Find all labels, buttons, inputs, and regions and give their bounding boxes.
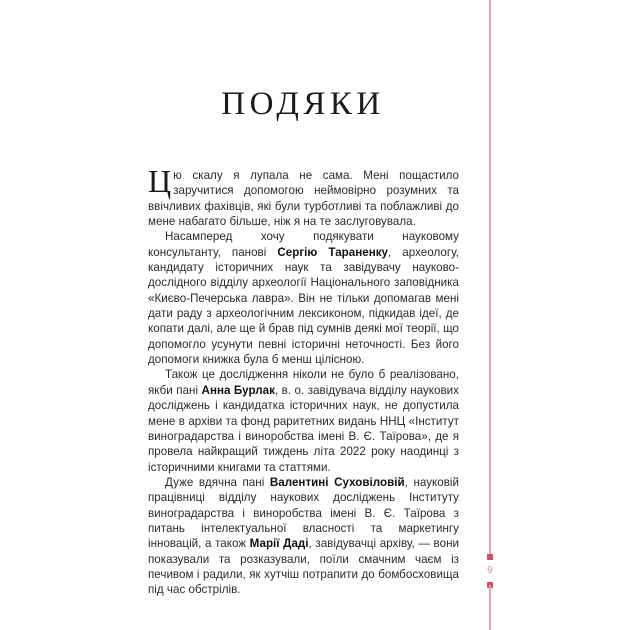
paragraph-1: Цю скалу я лупала не сама. Мені пощастило заручитися допомогою неймовірно розумних та ввічливих фахівців, які були турботливі та поблажливі до мене набагато більше, ніж я на те заслуговувала. <box>148 163 459 229</box>
paragraph-2: Насамперед хочу подякувати науковому консультанту, панові Сергію Тараненку, археологу, кандидату історичних наук та завідувачу науково-дослідного відділу археології Національного заповідника «Києво-Печерська лавра». Він не тільки допомагав мені дати раду з археологічним лексиконом, підкидав ідеї, де копати далі, але ще й брав під сумнів деякі мої теорії, що допомогло усунути певні історичні неточності. Без його допомоги книжка була б менш цілісною. <box>148 230 460 367</box>
body-text-column <box>148 163 460 598</box>
paragraph-3: Також це дослідження ніколи не було б реалізовано, якби пані Анна Бурлак, в. о. завідувача відділу наукових досліджень і кандидатка історичних наук, не допустила мене в архіви та фонд раритетних видань ННЦ «Інститут виноградарства і виноробства імені В. Є. Таїрова», де я провела найкращий тиждень літа 2022 року наодинці з історичними книгами та статтями. <box>148 368 459 474</box>
margin-rule-upper-cap <box>487 554 493 560</box>
margin-rule-upper-segment <box>489 0 491 558</box>
page-number: 9 <box>487 565 493 576</box>
paragraph-4: Дуже вдячна пані Валентині Суховіловій, науковій працівниці відділу наукових досліджень Інституту виноградарства і виноробства імені В. Є. Таїрова з питань інтелектуальної власності та маркетингу інновацій, а також Марії Даді, завідувачці архіву, — вони показували та розказували, поїли смачним чаєм із печивом і радили, як хутчіш потрапити до бомбосховища під час обстрілів. <box>148 475 459 597</box>
margin-rule-lower-segment <box>489 585 491 630</box>
chapter-title: ПОДЯКИ <box>221 86 385 123</box>
